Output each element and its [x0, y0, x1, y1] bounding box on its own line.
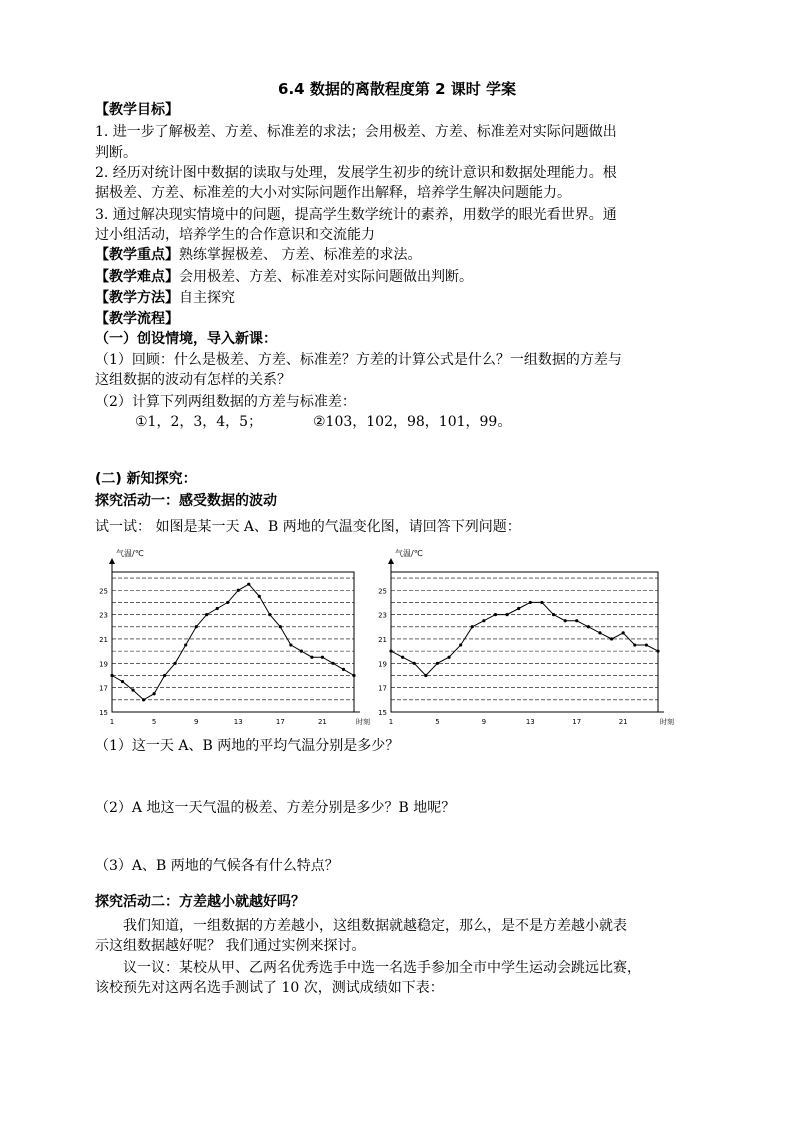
difficult-points [95, 268, 473, 286]
flow-heading: 【教学流程】 [95, 311, 179, 327]
x-tick-label: 17 [275, 718, 285, 726]
difficult-points-text: 会用极差、方差、标准差对实际问题做出判断。 [179, 269, 473, 285]
data-point [152, 692, 155, 695]
key-points [95, 246, 421, 264]
data-point [310, 656, 313, 659]
y-tick-label: 15 [99, 709, 108, 717]
data-point [575, 619, 578, 622]
goals-heading: 【教学目标】 [95, 102, 179, 118]
data-point [389, 650, 392, 653]
x-tick-label: 1 [109, 718, 115, 726]
data-point [321, 656, 324, 659]
paragraph-1-line-2: 示这组数据越好呢？ 我们通过实例来探讨。 [95, 938, 366, 954]
activity-question-2: （2）A 地这一天气温的极差、方差分别是多少？B 地呢？ [95, 800, 456, 816]
x-tick-label: 1 [388, 718, 394, 726]
data-point [195, 625, 198, 628]
y-tick-label: 19 [378, 660, 387, 669]
data-point [517, 607, 520, 610]
y-tick-label: 17 [99, 684, 108, 693]
goal-3-line-2: 过小组活动，培养学生的合作意识和交流能力 [95, 227, 375, 243]
data-point [436, 662, 439, 665]
y-tick-label: 21 [99, 635, 108, 644]
x-axis-label: 时刻 [356, 718, 370, 726]
paragraph-2-line-2: 该校预先对这两名选手测试了 10 次，测试成绩如下表： [95, 980, 444, 996]
y-tick-label: 19 [99, 660, 108, 669]
x-tick-label: 9 [193, 718, 199, 726]
data-point [401, 656, 404, 659]
question-2: （2）计算下列两组数据的方差与标准差： [95, 394, 356, 410]
activity-question-3: （3）A、B 两地的气候各有什么特点？ [95, 858, 339, 874]
document-title: 6.4 数据的离散程度第 2 课时 学案 [278, 80, 516, 98]
data-point [552, 613, 555, 616]
data-point [622, 631, 625, 634]
data-point [279, 625, 282, 628]
key-points-text: 熟练掌握极差、 方差、标准差的求法。 [179, 247, 422, 263]
y-tick-label: 23 [99, 611, 108, 620]
x-tick-label: 5 [151, 718, 157, 726]
y-tick-label: 17 [378, 684, 387, 693]
data-point [352, 674, 355, 677]
data-point [300, 650, 303, 653]
x-tick-label: 13 [233, 718, 243, 726]
x-tick-label: 5 [435, 718, 440, 726]
data-point [645, 643, 648, 646]
data-point [540, 601, 543, 604]
data-point [121, 680, 124, 683]
difficult-points-label: 【教学难点】 [95, 269, 179, 285]
data-point [529, 601, 532, 604]
data-point [142, 698, 145, 701]
data-point [447, 656, 450, 659]
question-1-line-1: （1）回顾：什么是极差、方差、标准差？方差的计算公式是什么？一组数据的方差与 [95, 352, 622, 368]
chart-city-b [375, 540, 685, 730]
question-2-data-1: ①1，2，3，4，5； [135, 414, 263, 430]
data-point [205, 613, 208, 616]
teaching-method [95, 289, 235, 307]
goal-2-line-1: 2. 经历对统计图中数据的读取与处理，发展学生初步的统计意识和数据处理能力。根 [95, 165, 617, 181]
data-point [633, 643, 636, 646]
plot-frame [391, 572, 658, 712]
data-point [505, 613, 508, 616]
data-point [174, 662, 177, 665]
activity-2-heading: 探究活动二：方差越小就越好吗？ [95, 894, 305, 910]
question-1-line-2: 这组数据的波动有怎样的关系？ [95, 372, 291, 388]
x-axis-label: 时刻 [660, 718, 674, 726]
y-axis-arrow [109, 558, 115, 564]
goal-3-line-1: 3. 通过解决现实情境中的问题，提高学生数学统计的素养，用数学的眼光看世界。通 [95, 207, 617, 223]
x-tick-label: 13 [525, 718, 535, 726]
section-1-heading: （一）创设情境，导入新课： [95, 331, 277, 347]
data-point [131, 688, 134, 691]
teaching-method-label: 【教学方法】 [95, 290, 179, 306]
data-point [247, 583, 250, 586]
data-point [237, 589, 240, 592]
y-axis-label: 气温/℃ [395, 549, 423, 558]
data-point [471, 625, 474, 628]
x-tick-label: 17 [572, 718, 582, 726]
goal-1-line-1: 1. 进一步了解极差、方差、标准差的求法；会用极差、方差、标准差对实际问题做出 [95, 124, 617, 140]
y-tick-label: 25 [378, 587, 387, 596]
goal-1-line-2: 判断。 [95, 145, 137, 161]
try-prompt: 试一试： 如图是某一天 A、B 两地的气温变化图，请回答下列问题： [95, 519, 521, 535]
data-point [331, 662, 334, 665]
data-point [494, 613, 497, 616]
data-point [564, 619, 567, 622]
data-point [268, 613, 271, 616]
data-point [184, 643, 187, 646]
y-tick-label: 21 [378, 635, 387, 644]
data-point [110, 674, 113, 677]
data-point [656, 650, 659, 653]
data-point [459, 643, 462, 646]
data-point [163, 674, 166, 677]
data-point [342, 668, 345, 671]
data-point [413, 662, 416, 665]
goal-2-line-2: 据极差、方差、标准差的大小对实际问题作出解释，培养学生解决问题能力。 [95, 185, 571, 201]
data-point [610, 637, 613, 640]
data-point [482, 619, 485, 622]
y-axis-label: 气温/℃ [116, 549, 144, 558]
plot-frame [112, 572, 354, 712]
data-point [424, 674, 427, 677]
activity-question-1: （1）这一天 A、B 两地的平均气温分别是多少？ [95, 738, 400, 754]
data-point [216, 607, 219, 610]
paragraph-1-line-1: 我们知道，一组数据的方差越小，这组数据就越稳定，那么，是不是方差越小就表 [123, 918, 627, 934]
paragraph-2-line-1: 议一议：某校从甲、乙两名优秀选手中选一名选手参加全市中学生运动会跳远比赛， [123, 960, 641, 976]
y-tick-label: 23 [378, 611, 387, 620]
section-2-heading: (二) 新知探究： [95, 471, 197, 487]
x-tick-label: 21 [618, 718, 628, 726]
data-point [598, 631, 601, 634]
y-tick-label: 25 [99, 587, 108, 596]
teaching-method-text: 自主探究 [179, 290, 235, 306]
x-tick-label: 9 [481, 718, 487, 726]
data-point [258, 595, 261, 598]
activity-1-heading: 探究活动一：感受数据的波动 [95, 493, 277, 509]
chart-city-a [99, 540, 370, 730]
x-tick-label: 21 [317, 718, 327, 726]
series-line [112, 584, 354, 700]
key-points-label: 【教学重点】 [95, 247, 179, 263]
y-tick-label: 15 [378, 709, 387, 717]
data-point [587, 625, 590, 628]
data-point [289, 643, 292, 646]
question-2-data-2: ②103，102，98，101，99。 [313, 414, 512, 430]
data-point [226, 601, 229, 604]
y-axis-arrow [388, 558, 394, 564]
